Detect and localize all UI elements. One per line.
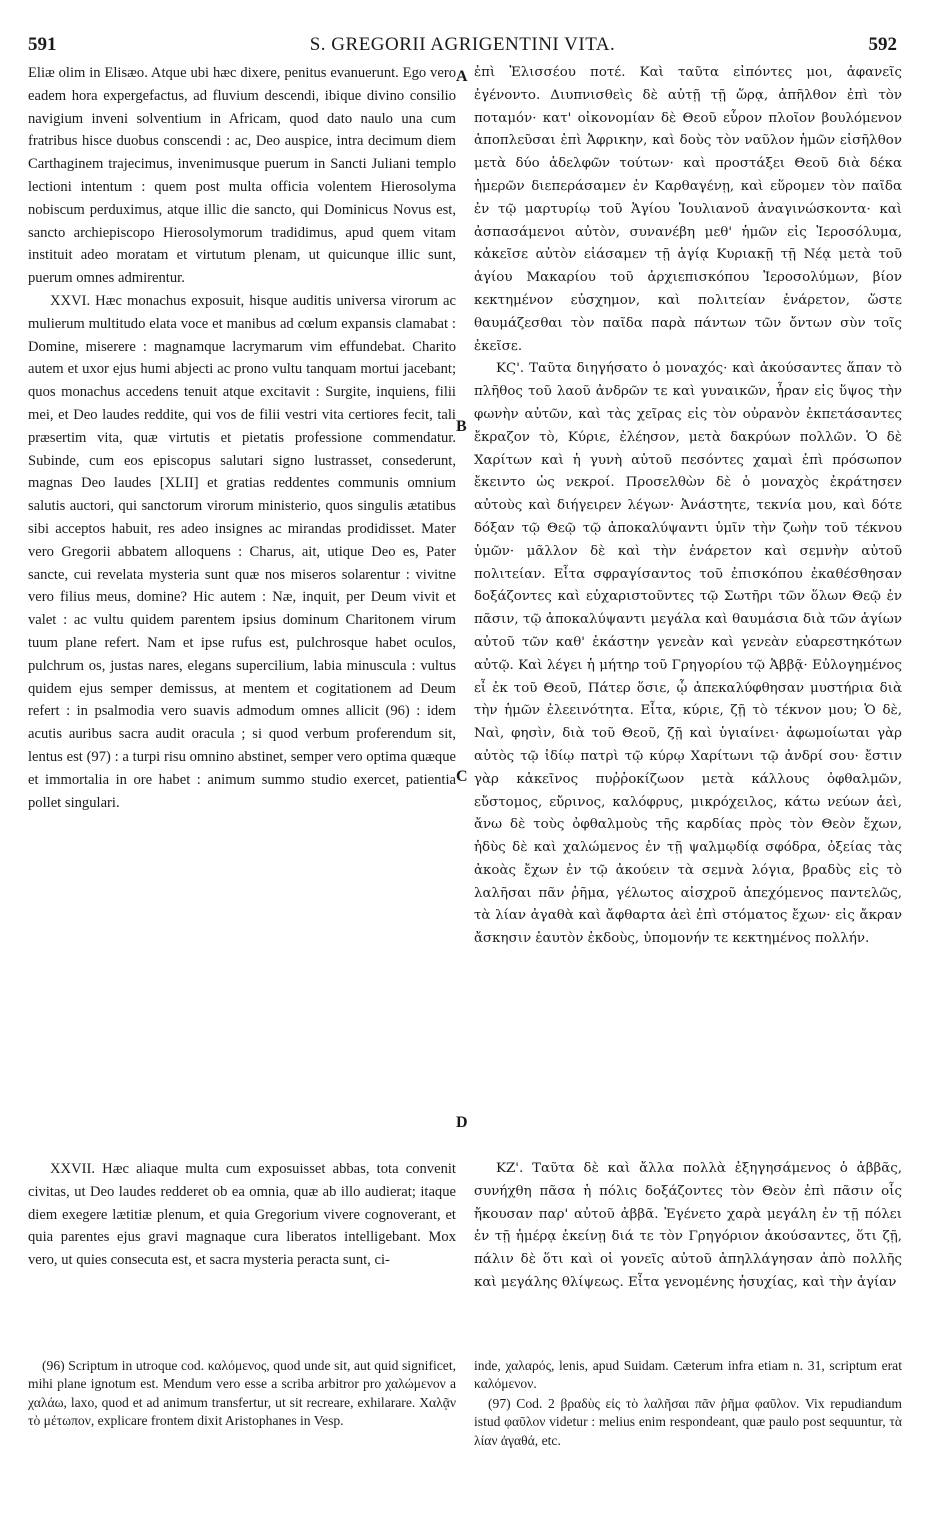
latin-column-bottom: [28, 1158, 456, 1272]
greek-paragraph: ἐπὶ Ἐλισσέου ποτέ. Καὶ ταῦτα εἰπόντες μοι, ἀφανεῖς ἐγένοντο. Διυπνισθεὶς δὲ αὐτῇ τῇ ὥρᾳ, ἀπῆλθον ἐπὶ τὸν ποταμόν· κατ' οἰκονομίαν δὲ Θεοῦ εὗρον πλοῖον βουλόμενον ἀποπλεῦσαι ἐπὶ Ἀφρικην, καὶ δοὺς τὸν ναῦλον ἡμῶν εἰσῆλθον μετὰ δύο ἀδελφῶν τούτων· καὶ προστάξει Θεοῦ διὰ δέκα ἡμερῶν διεπεράσαμεν ἐν Καρθαγένῃ, καὶ εὕρομεν τὸν παῖδα ἐν τῷ μαρτυρίῳ τοῦ Ἁγίου Ἰουλιανοῦ ἀναγινώσκοντα· καὶ ἀσπασάμενοι αὐτὸν, συνανέβη μεθ' ἡμῶν εἰς Ἱεροσόλυμα, κἀκεῖσε αὐτὸν εἰάσαμεν τῇ ἁγίᾳ Κυριακῇ τῇ Νέᾳ μετὰ τοῦ ἁγίου Μακαρίου τοῦ ἀρχιεπισκόπου Ἱεροσολύμων, βίον κεκτημένον εὐσχημον, καὶ πολιτείαν ἐνάρετον, ὥστε θαυμάζεσθαι τὸν παῖδα παρὰ πάντων τῶν ὄντων σὺν τοῖς ἐκεῖσε.: [474, 65, 902, 354]
greek-column-top: [474, 62, 902, 951]
footnotes-right: [474, 1357, 902, 1451]
running-title: S. GREGORII AGRIGENTINI VITA.: [309, 34, 616, 55]
latin-paragraph-xxvii: XXVII. Hæc aliaque multa cum exposuisset abbas, tota convenit civitas, ut Deo laudes redderet ob ea omnia, quæ ab illo audierat; itaque diem exegere lætitiæ plenum, et quia Gregorium vivere cognoverant, et quia parentes ejus gravi magnaque cura liberatos intelligebant. Mox vero, ut quies consecuta est, et sacra mysteria peracta sunt, ci-: [28, 1161, 456, 1269]
margin-marker-d: D: [456, 1114, 468, 1131]
page-number-left: 591: [28, 34, 57, 55]
latin-column-top: [28, 62, 456, 814]
greek-paragraph-kz: ΚΖ'. Ταῦτα δὲ καὶ ἄλλα πολλὰ ἐξηγησάμενος ὁ ἀββᾶς, συνήχθη πᾶσα ἡ πόλις δοξάζοντες τὸν Θεὸν ἐπὶ πᾶσιν οἷς ἤκουσαν παρ' αὐτοῦ ἀββᾶ. Ἐγένετο χαρὰ μεγάλη ἐν τῇ πόλει ἐν τῇ ἡμέρᾳ ἐκείνῃ διά τε τὸν Γρηγόριον ἀκούσαντες, ὅτι ζῇ, πάλιν δὲ ὅτι καὶ οἱ γονεῖς αὐτοῦ ἀπηλλάγησαν ἀπὸ πολλῆς καὶ μεγάλης θλίψεως. Εἶτα γενομένης ἡσυχίας, καὶ τὴν ἁγίαν: [474, 1161, 902, 1290]
footnote-97: (97) Cod. 2 βραδὺς εἰς τὸ λαλῆσαι πᾶν ῥῆμα φαῦλον. Vix repudiandum istud φαῦλον videtur : melius enim respondeant, quæ paulo post sequuntur, τὰ λίαν ἀγαθά, etc.: [474, 1395, 902, 1448]
greek-column-bottom: [474, 1158, 902, 1295]
page-header: [28, 34, 897, 58]
margin-marker-a: A: [456, 68, 468, 85]
margin-marker-b: B: [456, 418, 467, 435]
page-number-right: 592: [868, 34, 897, 55]
footnotes-left: [28, 1357, 456, 1432]
latin-paragraph: Eliæ olim in Elisæo. Atque ubi hæc dixere, penitus evanuerunt. Ego vero eadem hora expergefactus, ad fluvium descendi, ibique divino consilio navigium inveni solventium in Africam, quod dato naulo una cum fratribus hisce duobus conscendi : ac, Deo auspice, intra decimum diem Carthaginem trajecimus, invenimusque puerum in Sancti Juliani templo lectioni intentum : quem post multa officia volentem Hierosolyma nobiscum perduximus, atque illic die sancto, qui Dominicus Novus est, sancto archiepiscopo Hierosolymorum tradidimus, apud quem vitam instituit adeo moratam et virtutum plenam, ut quicunque illic sunt, puerum omnes admirentur.: [28, 65, 456, 287]
footnote-96: (96) Scriptum in utroque cod. καλόμενος, quod unde sit, aut quid significet, mihi plane ignotum est. Mendum vero esse a scriba arbitror pro χαλώμενον a χαλάω, laxo, quod et ad animum transfertur, ut sit recreare, exhilarare. Χαλᾷν τὸ μέτωπον, explicare frontem dixit Aristophanes in Vesp.: [28, 1358, 456, 1429]
margin-marker-c: C: [456, 768, 468, 785]
footnote-96-continued: inde, χαλαρός, lenis, apud Suidam. Cæterum infra etiam n. 31, scriptum erat καλόμενον.: [474, 1358, 902, 1392]
greek-paragraph-k6: ΚϚ'. Ταῦτα διηγήσατο ὁ μοναχός· καὶ ἀκούσαντες ἅπαν τὸ πλῆθος τοῦ λαοῦ ἀνδρῶν τε καὶ γυναικῶν, ἦραν εἰς ὕψος τὴν φωνὴν αὐτῶν, καὶ τὰς χεῖρας εἰς τὸν οὐρανὸν ἐκπετάσαντες ἔκραζον τὸ, Κύριε, ἐλέησον, μετὰ δακρύων πολλῶν. Ὁ δὲ Χαρίτων καὶ ἡ γυνὴ αὐτοῦ πεσόντες χαμαὶ ἐπὶ πρόσωπον ἔκειντο ὡς νεκροί. Προσελθὼν δὲ ὁ μοναχὸς ἐκράτησεν αὐτοὺς καὶ διήγειρεν λέγων· Ἀνάστητε, τεκνία μου, καὶ δότε δόξαν τῷ Θεῷ τῷ ἀποκαλύψαντι ὑμῖν τὴν ζωὴν τοῦ τέκνου ὑμῶν· μᾶλλον δὲ καὶ τὴν ἐνάρετον καὶ σεμνὴν αὐτοῦ πολιτείαν. Εἶτα σφραγίσαντος τοῦ ἐπισκόπου ἐκαθέσθησαν δοξάζοντες καὶ εὐχαριστοῦντες τῷ Σωτῆρι τῶν ὅλων Θεῷ ἐν πᾶσιν, τῷ ἀποκαλύψαντι μεγάλα καὶ θαυμάσια διὰ τῶν ἁγίων αὐτοῦ τῶν καθ' ἑκάστην γενεὰν καὶ γενεὰν εὐαρεστηκότων αὐτῷ. Καὶ λέγει ἡ μήτηρ τοῦ Γρηγορίου τῷ Ἀββᾷ· Εὐλογημένος εἶ ἐκ τοῦ Θεοῦ, Πάτερ ὅσιε, ᾧ ἀπεκαλύφθησαν μυστήρια διὰ τὴν ἡμῶν ἐλεεινότητα. Εἶτα, κύριε, ζῇ τὸ τέκνον μου; Ὁ δὲ, Ναὶ, φησὶν, διὰ τοῦ Θεοῦ, ζῇ καὶ ὑγιαίνει· ἀφωμοίωται γὰρ αὐτὸς τῷ ἰδίῳ πατρὶ τῷ κύρῳ Χαρίτωνι τῷ ἀνδρί σου· ἔστιν γὰρ κἀκεῖνος πυῤῥοκίζωον μετὰ κάλλους ὀφθαλμῶν, εὔστομος, εὔρινος, καλόφρυς, μικρόχειλος, κάτω νεύων ἀεὶ, ἄνω δὲ τοὺς ὀφθαλμοὺς τῆς καρδίας πρὸς τὸν Θεὸν ἔχων, ἡδὺς δὲ καὶ χαλώμενος ἐν τῇ ψαλμῳδίᾳ σφόδρα, ὀξείας τὰς ἀκοὰς ἔχων ἐν τῷ ἀκούειν τὰ σεμνὰ λόγια, βραδὺς εἰς τὸ λαλῆσαι πᾶν ῥῆμα, γέλωτος αἰσχροῦ ἀπεχόμενος παντελῶς, τὰ λίαν ἀγαθὰ καὶ ἄφθαρτα ἀεὶ ἐπὶ στόματος ἔχων· εἰς ἄκραν ἄσκησιν ἑαυτὸν ἐκδοὺς, ὑπομονήν τε κεκτημένος πολλήν.: [474, 361, 902, 947]
latin-paragraph-xxvi: XXVI. Hæc monachus exposuit, hisque auditis universa virorum ac mulierum multitudo elata voce et manibus ad cœlum expansis clamabat : Domine, miserere : magnamque lacrymarum vim effundebat. Charito autem et uxor ejus humi abjecti ac prono vultu tanquam mortui jacebant; quos monachus accedens tenuit atque excitavit : Surgite, inquiens, filii mei, et Deo laudes reddite, qui vos de filii vestri vita certiores fecit, tali præsertim vita, quæ virtutis et pietatis professione commendatur. Subinde, cum eos episcopus salutari signo lustrasset, consederunt, magnas Deo laudes [XLII] et gratias reddentes communis omnium salutis auctori, qui sanctorum virorum ministerio, quos singulis ætatibus sibi acceptos habuit, res adeo insignes ac mirandas prodidisset. Mater vero Gregorii abbatem alloquens : Charus, ait, utique Deo es, Pater sancte, cui revelata mysteria sunt quæ nos miseros solarentur : vivitne vero filius meus, domine? Hic autem : Næ, inquit, per Deum vivit et valet : ac vultu quidem parentem ipsius dominum Charitonem virum tuum plane refert. Nam et ipse rufus est, pulchrosque habet oculos, pulchrum os, justas nares, elegans supercilium, labia minuscula : vultus quidem ejus semper demissus, at mentem et cogitationem ad Deum refert : in psalmodia vero suavis admodum omnes allicit (96) : idem acutis auribus sacra audit oracula ; si quod verbum proferendum sit, lentus est (97) : a turpi risu omnino abstinet, semper vero optima quæque et immortalia in ore habet : animum summo studio exercet, patientia pollet singulari.: [28, 292, 456, 811]
